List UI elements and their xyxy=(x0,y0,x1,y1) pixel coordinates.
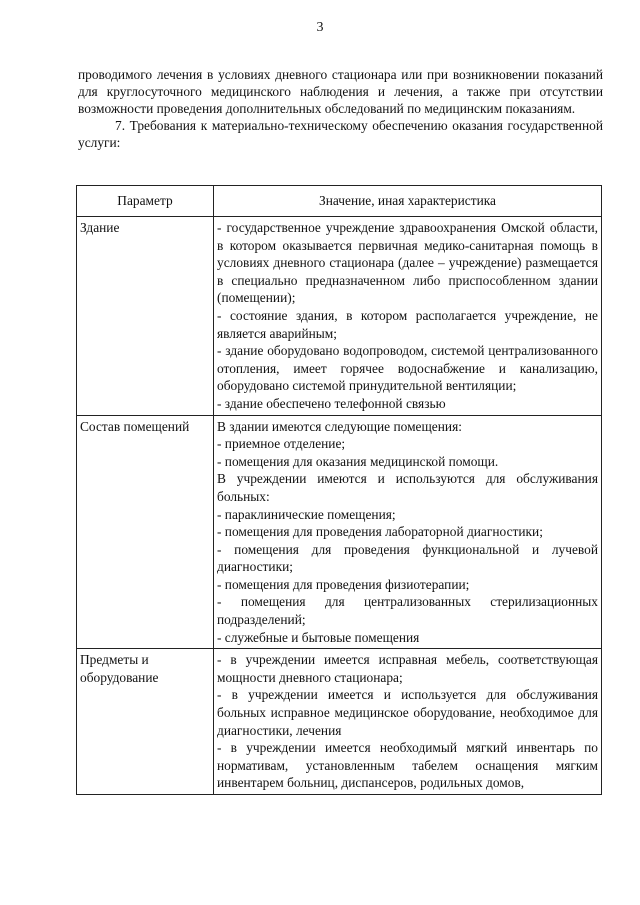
value-line: - в учреждении имеется необходимый мягкий инвентарь по нормативам, установленным табелем оснащения мягким инвентарем больниц, диспансеров, родильных домов, xyxy=(217,740,598,791)
requirements-table xyxy=(76,185,602,795)
value-line: - в учреждении имеется и используется для обслуживания больных исправное медицинское оборудование, необходимое для диагностики, лечения xyxy=(217,687,598,738)
value-line: - помещения для централизованных стерилизационных подразделений; xyxy=(217,594,598,628)
intro-text xyxy=(78,66,603,151)
value-line: - состояние здания, в котором располагается учреждение, не является аварийным; xyxy=(217,307,598,341)
table-row-rooms xyxy=(77,415,602,649)
table-header-row xyxy=(77,186,602,217)
row-value xyxy=(214,217,602,416)
intro-paragraph-1: проводимого лечения в условиях дневного стационара или при возникновении показаний для круглосуточного медицинского наблюдения и лечения, а также при отсутствии возможности проведения дополнительных обследований по медицинским показаниям. xyxy=(78,67,603,116)
value-line: - помещения для проведения физиотерапии; xyxy=(217,576,470,592)
value-line: - помещения для оказания медицинской помощи. xyxy=(217,453,499,469)
value-line: - служебные и бытовые помещения xyxy=(217,629,420,645)
value-line: В здании имеются следующие помещения: xyxy=(217,418,462,434)
value-line: - приемное отделение; xyxy=(217,436,346,452)
header-value: Значение, иная характеристика xyxy=(214,186,602,217)
value-line: В учреждении имеются и используются для обслуживания больных: xyxy=(217,471,598,504)
intro-paragraph-2: 7. Требования к материально-техническому обеспечению оказания государственной услуги: xyxy=(78,118,603,150)
table-row-equipment xyxy=(77,649,602,795)
row-parameter: Предметы и оборудование xyxy=(77,649,214,795)
value-line: - здание обеспечено телефонной связью xyxy=(217,395,446,411)
row-value xyxy=(214,415,602,649)
row-parameter: Здание xyxy=(77,217,214,416)
page-number: 3 xyxy=(316,20,324,35)
row-parameter: Состав помещений xyxy=(77,415,214,649)
value-line: - помещения для проведения лабораторной диагностики; xyxy=(217,524,543,540)
value-line: - государственное учреждение здравоохранения Омской области, в котором оказывается первичная медико-санитарная помощь в условиях дневного стационара (далее – учреждение) размещается в специально предназначенном либо приспособленном здании (помещении); xyxy=(217,220,598,306)
value-line: - в учреждении имеется исправная мебель, соответствующая мощности дневного стационара; xyxy=(217,652,598,685)
value-line: - помещения для проведения функциональной и лучевой диагностики; xyxy=(217,541,598,575)
table-row-building xyxy=(77,217,602,416)
value-line: - здание оборудовано водопроводом, системой централизованного отопления, имеет горячее водоснабжение и канализацию, оборудовано системой принудительной вентиляции; xyxy=(217,343,598,394)
header-parameter: Параметр xyxy=(77,186,214,217)
row-value xyxy=(214,649,602,795)
value-line: - параклинические помещения; xyxy=(217,506,396,522)
